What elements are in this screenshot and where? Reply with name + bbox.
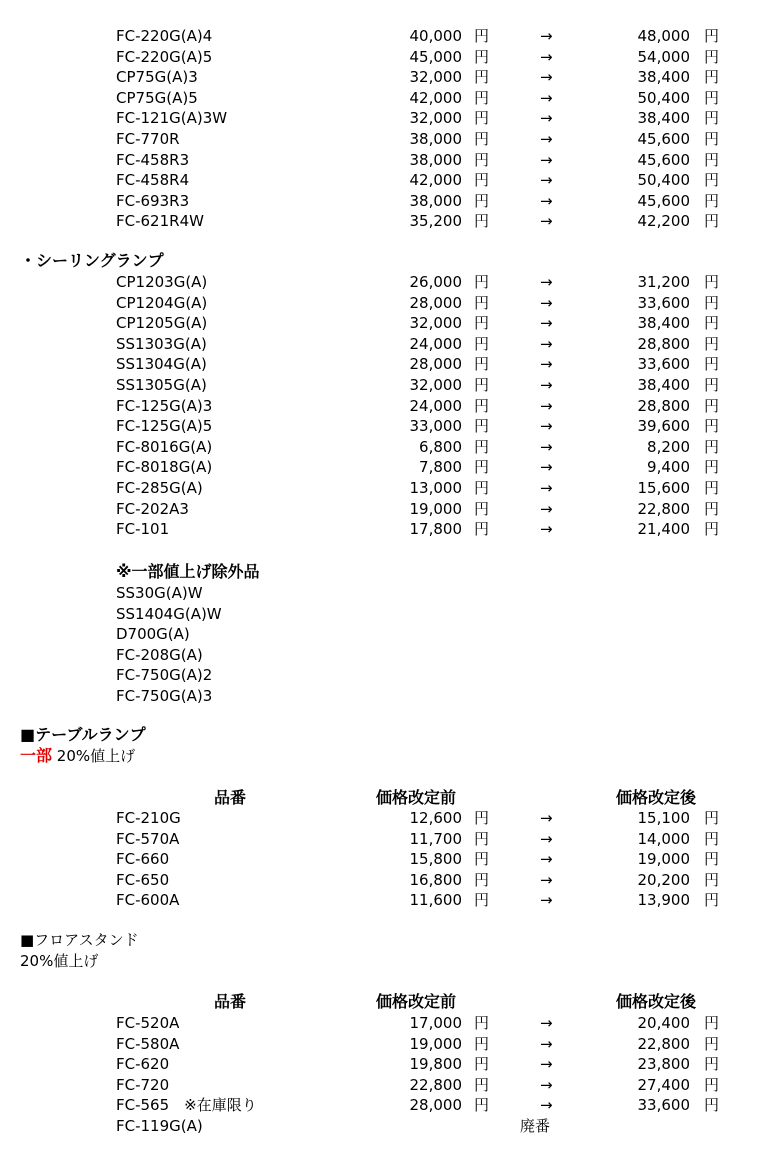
yen-unit: 円 — [474, 1096, 490, 1115]
yen-unit: 円 — [474, 376, 490, 394]
product-code: FC-8016G(A) — [116, 437, 213, 456]
yen-unit: 円 — [704, 396, 720, 415]
yen-unit: 円 — [474, 109, 490, 128]
price-row — [0, 829, 762, 850]
arrow: → — [540, 1055, 553, 1074]
product-code: FC-220G(A)4 — [116, 27, 213, 45]
new-price: 39,600 — [637, 417, 690, 436]
yen-unit: 円 — [474, 1014, 490, 1032]
yen-unit: 円 — [704, 47, 720, 66]
new-price: 38,400 — [637, 376, 690, 394]
old-price: 17,000 — [409, 1014, 462, 1032]
yen-unit: 円 — [474, 829, 490, 848]
yen-unit: 円 — [474, 458, 490, 477]
yen-unit: 円 — [474, 47, 490, 66]
new-price: 42,200 — [637, 212, 690, 231]
arrow: → — [540, 130, 553, 148]
excluded-item: FC-208G(A) — [116, 645, 203, 664]
price-row — [0, 191, 762, 212]
price-row — [0, 499, 762, 520]
excluded-item: SS1404G(A)W — [116, 604, 222, 623]
yen-unit: 円 — [704, 314, 720, 333]
price-row — [0, 1095, 762, 1116]
yen-unit: 円 — [704, 809, 720, 827]
product-code: FC-119G(A) — [116, 1117, 203, 1135]
product-code: FC-458R4 — [116, 171, 190, 190]
new-price: 45,600 — [637, 191, 690, 210]
arrow: → — [540, 334, 553, 353]
yen-unit: 円 — [704, 109, 720, 128]
yen-unit: 円 — [474, 150, 490, 169]
price-row — [0, 519, 762, 540]
old-price: 12,600 — [409, 809, 462, 827]
price-row — [0, 272, 762, 293]
yen-unit: 円 — [704, 520, 720, 539]
arrow: → — [540, 1075, 553, 1094]
yen-unit: 円 — [704, 1055, 720, 1074]
product-code: FC-620 — [116, 1055, 170, 1074]
yen-unit: 円 — [474, 355, 490, 374]
arrow: → — [540, 68, 553, 87]
yen-unit: 円 — [704, 130, 720, 148]
yen-unit: 円 — [704, 891, 720, 910]
yen-unit: 円 — [474, 1055, 490, 1074]
excluded-item: FC-750G(A)2 — [116, 666, 213, 685]
price-row — [0, 67, 762, 88]
product-code: CP1205G(A) — [116, 314, 208, 333]
arrow: → — [540, 47, 553, 66]
col-header-old: 価格改定前 — [376, 788, 457, 807]
price-row — [0, 313, 762, 334]
old-price: 19,000 — [409, 1034, 462, 1053]
col-header-name: 品番 — [214, 788, 247, 807]
yen-unit: 円 — [474, 27, 490, 45]
yen-unit: 円 — [474, 68, 490, 87]
col-header-name: 品番 — [214, 992, 247, 1011]
price-row — [0, 1054, 762, 1075]
yen-unit: 円 — [704, 27, 720, 45]
arrow: → — [540, 417, 553, 436]
yen-unit: 円 — [474, 437, 490, 456]
floor-stand-note: 20%値上げ — [20, 952, 99, 970]
yen-unit: 円 — [704, 417, 720, 436]
new-price: 45,600 — [637, 150, 690, 169]
new-price: 38,400 — [637, 109, 690, 128]
old-price: 6,800 — [419, 437, 462, 456]
yen-unit: 円 — [474, 212, 490, 231]
arrow: → — [540, 829, 553, 848]
arrow: → — [540, 396, 553, 415]
arrow: → — [540, 870, 553, 889]
new-price: 45,600 — [637, 130, 690, 148]
new-price: 54,000 — [637, 47, 690, 66]
yen-unit: 円 — [704, 437, 720, 456]
old-price: 11,700 — [409, 829, 462, 848]
product-code: CP75G(A)3 — [116, 68, 198, 87]
old-price: 42,000 — [409, 88, 462, 107]
price-row — [0, 375, 762, 396]
yen-unit: 円 — [704, 1075, 720, 1094]
yen-unit: 円 — [704, 293, 720, 312]
old-price: 28,000 — [409, 1096, 462, 1115]
product-code: CP75G(A)5 — [116, 88, 198, 107]
price-row — [0, 293, 762, 314]
price-row — [0, 870, 762, 891]
arrow: → — [540, 809, 553, 827]
excluded-heading: ※一部値上げ除外品 — [116, 562, 260, 581]
yen-unit: 円 — [474, 314, 490, 333]
excluded-item: D700G(A) — [116, 625, 190, 644]
product-code: FC-570A — [116, 829, 180, 848]
ceiling-lamp-heading: ・シーリングランプ — [20, 251, 164, 270]
product-code: SS1305G(A) — [116, 376, 207, 394]
yen-unit: 円 — [704, 479, 720, 497]
yen-unit: 円 — [704, 171, 720, 190]
price-row — [0, 170, 762, 191]
yen-unit: 円 — [474, 1075, 490, 1094]
new-price: 13,900 — [637, 891, 690, 910]
price-row — [0, 334, 762, 355]
price-row — [0, 1075, 762, 1096]
old-price: 15,800 — [409, 850, 462, 869]
product-code: FC-8018G(A) — [116, 458, 213, 477]
yen-unit: 円 — [704, 150, 720, 169]
old-price: 45,000 — [409, 47, 462, 66]
product-code: FC-121G(A)3W — [116, 109, 228, 128]
arrow: → — [540, 171, 553, 190]
floor-stand-heading: ■フロアスタンド — [20, 931, 139, 949]
price-row — [0, 457, 762, 478]
yen-unit: 円 — [704, 212, 720, 231]
product-code: SS1304G(A) — [116, 355, 207, 374]
arrow: → — [540, 355, 553, 374]
arrow: → — [540, 1034, 553, 1053]
product-code: FC-458R3 — [116, 150, 190, 169]
old-price: 32,000 — [409, 314, 462, 333]
arrow: → — [540, 27, 553, 45]
old-price: 38,000 — [409, 130, 462, 148]
yen-unit: 円 — [704, 273, 720, 291]
product-code: FC-650 — [116, 870, 170, 889]
product-code: FC-621R4W — [116, 212, 204, 231]
price-row — [0, 478, 762, 499]
yen-unit: 円 — [704, 1014, 720, 1032]
arrow: → — [540, 891, 553, 910]
old-price: 24,000 — [409, 396, 462, 415]
arrow: → — [540, 191, 553, 210]
arrow: → — [540, 1096, 553, 1115]
yen-unit: 円 — [704, 458, 720, 477]
discontinued-label: 廃番 — [520, 1117, 551, 1135]
price-row — [0, 108, 762, 129]
price-row — [0, 849, 762, 870]
arrow: → — [540, 212, 553, 231]
price-row — [0, 129, 762, 150]
new-price: 19,000 — [637, 850, 690, 869]
old-price: 13,000 — [409, 479, 462, 497]
old-price: 38,000 — [409, 191, 462, 210]
product-code: FC-770R — [116, 130, 180, 148]
old-price: 40,000 — [409, 27, 462, 45]
yen-unit: 円 — [474, 396, 490, 415]
arrow: → — [540, 293, 553, 312]
old-price: 32,000 — [409, 68, 462, 87]
arrow: → — [540, 499, 553, 518]
col-header-new: 価格改定後 — [616, 788, 697, 807]
yen-unit: 円 — [474, 171, 490, 190]
col-header-new: 価格改定後 — [616, 992, 697, 1011]
new-price: 38,400 — [637, 68, 690, 87]
excluded-item: SS30G(A)W — [116, 584, 203, 602]
price-row — [0, 26, 762, 47]
product-code: FC-220G(A)5 — [116, 47, 213, 66]
yen-unit: 円 — [704, 850, 720, 869]
new-price: 9,400 — [647, 458, 690, 477]
product-code: CP1204G(A) — [116, 293, 208, 312]
product-code: FC-600A — [116, 891, 180, 910]
product-code: FC-210G — [116, 809, 181, 827]
arrow: → — [540, 458, 553, 477]
yen-unit: 円 — [704, 191, 720, 210]
product-code: FC-580A — [116, 1034, 180, 1053]
new-price: 20,200 — [637, 870, 690, 889]
new-price: 33,600 — [637, 293, 690, 312]
arrow: → — [540, 150, 553, 169]
new-price: 28,800 — [637, 334, 690, 353]
yen-unit: 円 — [704, 499, 720, 518]
product-code: FC-693R3 — [116, 191, 190, 210]
yen-unit: 円 — [704, 355, 720, 374]
new-price: 14,000 — [637, 829, 690, 848]
old-price: 16,800 — [409, 870, 462, 889]
yen-unit: 円 — [474, 334, 490, 353]
arrow: → — [540, 314, 553, 333]
yen-unit: 円 — [474, 809, 490, 827]
price-row — [0, 88, 762, 109]
old-price: 42,000 — [409, 171, 462, 190]
product-code: FC-720 — [116, 1075, 170, 1094]
new-price: 38,400 — [637, 314, 690, 333]
yen-unit: 円 — [704, 1096, 720, 1115]
new-price: 28,800 — [637, 396, 690, 415]
product-code: FC-125G(A)3 — [116, 396, 213, 415]
old-price: 24,000 — [409, 334, 462, 353]
yen-unit: 円 — [474, 1034, 490, 1053]
new-price: 8,200 — [647, 437, 690, 456]
price-row — [0, 211, 762, 232]
yen-unit: 円 — [474, 130, 490, 148]
arrow: → — [540, 88, 553, 107]
old-price: 38,000 — [409, 150, 462, 169]
old-price: 35,200 — [409, 212, 462, 231]
new-price: 22,800 — [637, 1034, 690, 1053]
yen-unit: 円 — [704, 829, 720, 848]
product-code: FC-125G(A)5 — [116, 417, 213, 436]
yen-unit: 円 — [704, 334, 720, 353]
old-price: 32,000 — [409, 109, 462, 128]
old-price: 22,800 — [409, 1075, 462, 1094]
yen-unit: 円 — [474, 870, 490, 889]
arrow: → — [540, 520, 553, 539]
product-code: SS1303G(A) — [116, 334, 207, 353]
new-price: 48,000 — [637, 27, 690, 45]
new-price: 21,400 — [637, 520, 690, 539]
col-header-old: 価格改定前 — [376, 992, 457, 1011]
yen-unit: 円 — [474, 417, 490, 436]
arrow: → — [540, 273, 553, 291]
product-code: FC-565 ※在庫限り — [116, 1096, 257, 1115]
arrow: → — [540, 437, 553, 456]
price-row — [0, 354, 762, 375]
table-lamp-note — [20, 746, 135, 766]
yen-unit: 円 — [474, 479, 490, 497]
excluded-item: FC-750G(A)3 — [116, 687, 213, 705]
arrow: → — [540, 376, 553, 394]
old-price: 7,800 — [419, 458, 462, 477]
price-row — [0, 150, 762, 171]
product-code: FC-285G(A) — [116, 479, 203, 497]
old-price: 28,000 — [409, 355, 462, 374]
old-price: 26,000 — [409, 273, 462, 291]
new-price: 50,400 — [637, 88, 690, 107]
yen-unit: 円 — [704, 68, 720, 87]
arrow: → — [540, 479, 553, 497]
yen-unit: 円 — [474, 191, 490, 210]
partial-label: 一部 — [20, 746, 53, 765]
new-price: 27,400 — [637, 1075, 690, 1094]
discontinued-row — [0, 1116, 762, 1137]
yen-unit: 円 — [474, 499, 490, 518]
yen-unit: 円 — [474, 293, 490, 312]
arrow: → — [540, 109, 553, 128]
old-price: 11,600 — [409, 891, 462, 910]
new-price: 22,800 — [637, 499, 690, 518]
old-price: 28,000 — [409, 293, 462, 312]
new-price: 15,600 — [637, 479, 690, 497]
yen-unit: 円 — [704, 870, 720, 889]
yen-unit: 円 — [704, 1034, 720, 1053]
arrow: → — [540, 850, 553, 869]
product-code: FC-660 — [116, 850, 170, 869]
price-row — [0, 396, 762, 417]
old-price: 33,000 — [409, 417, 462, 436]
increase-note: 20%値上げ — [52, 747, 136, 765]
new-price: 50,400 — [637, 171, 690, 190]
product-code: CP1203G(A) — [116, 273, 208, 291]
price-row — [0, 416, 762, 437]
table-lamp-heading: ■テーブルランプ — [20, 725, 146, 744]
new-price: 33,600 — [637, 1096, 690, 1115]
old-price: 17,800 — [409, 520, 462, 539]
yen-unit: 円 — [704, 88, 720, 107]
yen-unit: 円 — [474, 891, 490, 910]
price-row — [0, 1013, 762, 1034]
new-price: 15,100 — [637, 809, 690, 827]
new-price: 31,200 — [637, 273, 690, 291]
product-code: FC-520A — [116, 1014, 180, 1032]
product-code: FC-101 — [116, 520, 170, 539]
new-price: 33,600 — [637, 355, 690, 374]
yen-unit: 円 — [474, 88, 490, 107]
price-row — [0, 808, 762, 829]
yen-unit: 円 — [474, 520, 490, 539]
new-price: 20,400 — [637, 1014, 690, 1032]
old-price: 19,000 — [409, 499, 462, 518]
yen-unit: 円 — [474, 850, 490, 869]
old-price: 32,000 — [409, 376, 462, 394]
arrow: → — [540, 1014, 553, 1032]
price-row — [0, 437, 762, 458]
yen-unit: 円 — [704, 376, 720, 394]
yen-unit: 円 — [474, 273, 490, 291]
product-code: FC-202A3 — [116, 499, 189, 518]
price-row — [0, 1034, 762, 1055]
old-price: 19,800 — [409, 1055, 462, 1074]
price-row — [0, 890, 762, 911]
new-price: 23,800 — [637, 1055, 690, 1074]
price-row — [0, 47, 762, 68]
